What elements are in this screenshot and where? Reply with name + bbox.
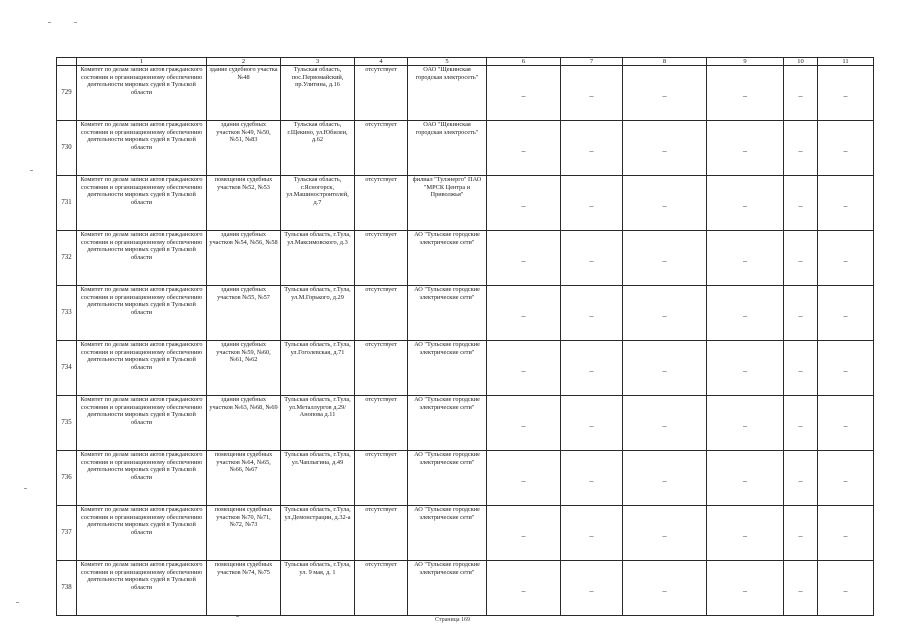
row-number: 736 (57, 451, 77, 506)
address-cell: Тульская область, г.Ясногорск, ул.Машиностроителей, д.7 (281, 176, 355, 231)
col6-cell: – (487, 341, 561, 396)
scan-speck (16, 602, 19, 603)
object-cell: здания судебных участков №59, №60, №61, №62 (207, 341, 281, 396)
scan-speck (236, 616, 239, 617)
status-cell: отсутствует (355, 286, 408, 341)
col6-cell: – (487, 396, 561, 451)
col8-cell: – (623, 341, 707, 396)
supplier-cell: АО "Тульские городские электрические сети" (408, 286, 487, 341)
address-cell: Тульская область, г.Тула, ул. 9 мая, д. 1 (281, 561, 355, 616)
scan-speck (30, 170, 33, 171)
col6-cell: – (487, 66, 561, 121)
supplier-cell: АО "Тульские городские электрические сети" (408, 561, 487, 616)
col7-cell: – (561, 231, 623, 286)
address-cell: Тульская область, г.Щекино, ул.Юбилеи, д.62 (281, 121, 355, 176)
col7-cell: – (561, 121, 623, 176)
col6-cell: – (487, 286, 561, 341)
object-cell: помещения судебных участков №70, №71, №72, №73 (207, 506, 281, 561)
col9-cell: – (707, 66, 784, 121)
col7-cell: – (561, 506, 623, 561)
col7-cell: – (561, 561, 623, 616)
organization-cell: Комитет по делам записи актов гражданского состояния и организационному обеспечению деятельности мировых судей в Тульской области (77, 286, 207, 341)
col8-cell: – (623, 561, 707, 616)
address-cell: Тульская область, г.Тула, ул.Металлургов д.29/Анопова д.11 (281, 396, 355, 451)
object-cell: здание судебного участка №48 (207, 66, 281, 121)
col10-cell: – (784, 176, 818, 231)
col8-cell: – (623, 451, 707, 506)
col10-cell: – (784, 66, 818, 121)
col10-cell: – (784, 231, 818, 286)
supplier-cell: филиал "Тулэнерго" ПАО "МРСК Центра и Приволжья" (408, 176, 487, 231)
organization-cell: Комитет по делам записи актов гражданского состояния и организационному обеспечению деятельности мировых судей в Тульской области (77, 341, 207, 396)
col10-cell: – (784, 396, 818, 451)
col11-cell: – (818, 231, 874, 286)
col9-cell: – (707, 396, 784, 451)
table-row (57, 506, 874, 561)
supplier-cell: АО "Тульские городские электрические сети" (408, 231, 487, 286)
row-number: 729 (57, 66, 77, 121)
address-cell: Тульская область, г.Тула, ул.Гоголевская, д.71 (281, 341, 355, 396)
col7-cell: – (561, 396, 623, 451)
status-cell: отсутствует (355, 121, 408, 176)
status-cell: отсутствует (355, 176, 408, 231)
header-cell: 11 (818, 58, 874, 66)
col11-cell: – (818, 561, 874, 616)
status-cell: отсутствует (355, 396, 408, 451)
object-cell: помещения судебных участков №74, №75 (207, 561, 281, 616)
address-cell: Тульская область, г.Тула, ул.Чаплыгина, д.49 (281, 451, 355, 506)
col6-cell: – (487, 451, 561, 506)
col6-cell: – (487, 561, 561, 616)
supplier-cell: АО "Тульские городские электрические сети" (408, 451, 487, 506)
col9-cell: – (707, 561, 784, 616)
row-number: 734 (57, 341, 77, 396)
organization-cell: Комитет по делам записи актов гражданского состояния и организационному обеспечению деятельности мировых судей в Тульской области (77, 121, 207, 176)
col10-cell: – (784, 451, 818, 506)
supplier-cell: АО "Тульские городские электрические сети" (408, 506, 487, 561)
object-cell: здания судебных участков №54, №56, №58 (207, 231, 281, 286)
col8-cell: – (623, 286, 707, 341)
supplier-cell: АО "Тульские городские электрические сети" (408, 396, 487, 451)
object-cell: помещения судебных участков №64, №65, №66, №67 (207, 451, 281, 506)
col8-cell: – (623, 66, 707, 121)
header-cell (57, 58, 77, 66)
organization-cell: Комитет по делам записи актов гражданского состояния и организационному обеспечению деятельности мировых судей в Тульской области (77, 66, 207, 121)
header-cell: 5 (408, 58, 487, 66)
col6-cell: – (487, 506, 561, 561)
page-number: Страница 169 (434, 617, 471, 623)
organization-cell: Комитет по делам записи актов гражданского состояния и организационному обеспечению деятельности мировых судей в Тульской области (77, 231, 207, 286)
table-row (57, 396, 874, 451)
object-cell: здания судебных участков №63, №68, №69 (207, 396, 281, 451)
row-number: 731 (57, 176, 77, 231)
table-row (57, 451, 874, 506)
col11-cell: – (818, 176, 874, 231)
col11-cell: – (818, 396, 874, 451)
organization-cell: Комитет по делам записи актов гражданского состояния и организационному обеспечению деятельности мировых судей в Тульской области (77, 451, 207, 506)
table-row (57, 231, 874, 286)
col6-cell: – (487, 121, 561, 176)
address-cell: Тульская область, г.Тула, ул.Демонстрации, д.32-а (281, 506, 355, 561)
organization-cell: Комитет по делам записи актов гражданского состояния и организационному обеспечению деятельности мировых судей в Тульской области (77, 396, 207, 451)
col11-cell: – (818, 341, 874, 396)
table-row (57, 176, 874, 231)
row-number: 737 (57, 506, 77, 561)
col8-cell: – (623, 396, 707, 451)
status-cell: отсутствует (355, 451, 408, 506)
col8-cell: – (623, 506, 707, 561)
col7-cell: – (561, 176, 623, 231)
object-cell: здания судебных участков №49, №50, №51, №83 (207, 121, 281, 176)
row-number: 730 (57, 121, 77, 176)
status-cell: отсутствует (355, 561, 408, 616)
organization-cell: Комитет по делам записи актов гражданского состояния и организационному обеспечению деятельности мировых судей в Тульской области (77, 176, 207, 231)
col7-cell: – (561, 341, 623, 396)
row-number: 732 (57, 231, 77, 286)
col8-cell: – (623, 231, 707, 286)
col11-cell: – (818, 451, 874, 506)
col9-cell: – (707, 176, 784, 231)
status-cell: отсутствует (355, 66, 408, 121)
table-row (57, 66, 874, 121)
address-cell: Тульская область, г.Тула, ул.Максимовского, д.3 (281, 231, 355, 286)
header-cell: 6 (487, 58, 561, 66)
status-cell: отсутствует (355, 341, 408, 396)
col10-cell: – (784, 341, 818, 396)
col10-cell: – (784, 506, 818, 561)
header-cell: 9 (707, 58, 784, 66)
header-cell: 2 (207, 58, 281, 66)
row-number: 733 (57, 286, 77, 341)
col8-cell: – (623, 176, 707, 231)
supplier-cell: ОАО "Щекинская городская электросеть" (408, 66, 487, 121)
col7-cell: – (561, 286, 623, 341)
col9-cell: – (707, 121, 784, 176)
supplier-cell: АО "Тульские городские электрические сети" (408, 341, 487, 396)
col7-cell: – (561, 451, 623, 506)
col9-cell: – (707, 341, 784, 396)
register-body (57, 58, 874, 616)
address-cell: Тульская область, пос.Первомайский, пр.Улитина, д.16 (281, 66, 355, 121)
col8-cell: – (623, 121, 707, 176)
address-cell: Тульская область, г.Тула, ул.М.Горького, д.29 (281, 286, 355, 341)
organization-cell: Комитет по делам записи актов гражданского состояния и организационному обеспечению деятельности мировых судей в Тульской области (77, 561, 207, 616)
col9-cell: – (707, 451, 784, 506)
col9-cell: – (707, 286, 784, 341)
status-cell: отсутствует (355, 506, 408, 561)
row-number: 738 (57, 561, 77, 616)
col9-cell: – (707, 231, 784, 286)
header-cell: 7 (561, 58, 623, 66)
table-row (57, 341, 874, 396)
header-cell: 10 (784, 58, 818, 66)
organization-cell: Комитет по делам записи актов гражданского состояния и организационному обеспечению деятельности мировых судей в Тульской области (77, 506, 207, 561)
col6-cell: – (487, 231, 561, 286)
column-number-header (57, 58, 874, 66)
scan-speck (74, 22, 77, 23)
col9-cell: – (707, 506, 784, 561)
table-row (57, 121, 874, 176)
scan-speck (24, 488, 27, 489)
status-cell: отсутствует (355, 231, 408, 286)
row-number: 735 (57, 396, 77, 451)
col10-cell: – (784, 561, 818, 616)
col6-cell: – (487, 176, 561, 231)
scan-speck (48, 22, 51, 23)
header-cell: 3 (281, 58, 355, 66)
supplier-cell: ОАО "Щекинская городская электросеть" (408, 121, 487, 176)
col10-cell: – (784, 286, 818, 341)
table-row (57, 561, 874, 616)
register-table (56, 57, 874, 616)
object-cell: помещения судебных участков №52, №53 (207, 176, 281, 231)
col11-cell: – (818, 66, 874, 121)
header-cell: 8 (623, 58, 707, 66)
col10-cell: – (784, 121, 818, 176)
object-cell: здания судебных участков №55, №57 (207, 286, 281, 341)
col7-cell: – (561, 66, 623, 121)
header-cell: 1 (77, 58, 207, 66)
table-row (57, 286, 874, 341)
col11-cell: – (818, 506, 874, 561)
col11-cell: – (818, 286, 874, 341)
col11-cell: – (818, 121, 874, 176)
header-cell: 4 (355, 58, 408, 66)
